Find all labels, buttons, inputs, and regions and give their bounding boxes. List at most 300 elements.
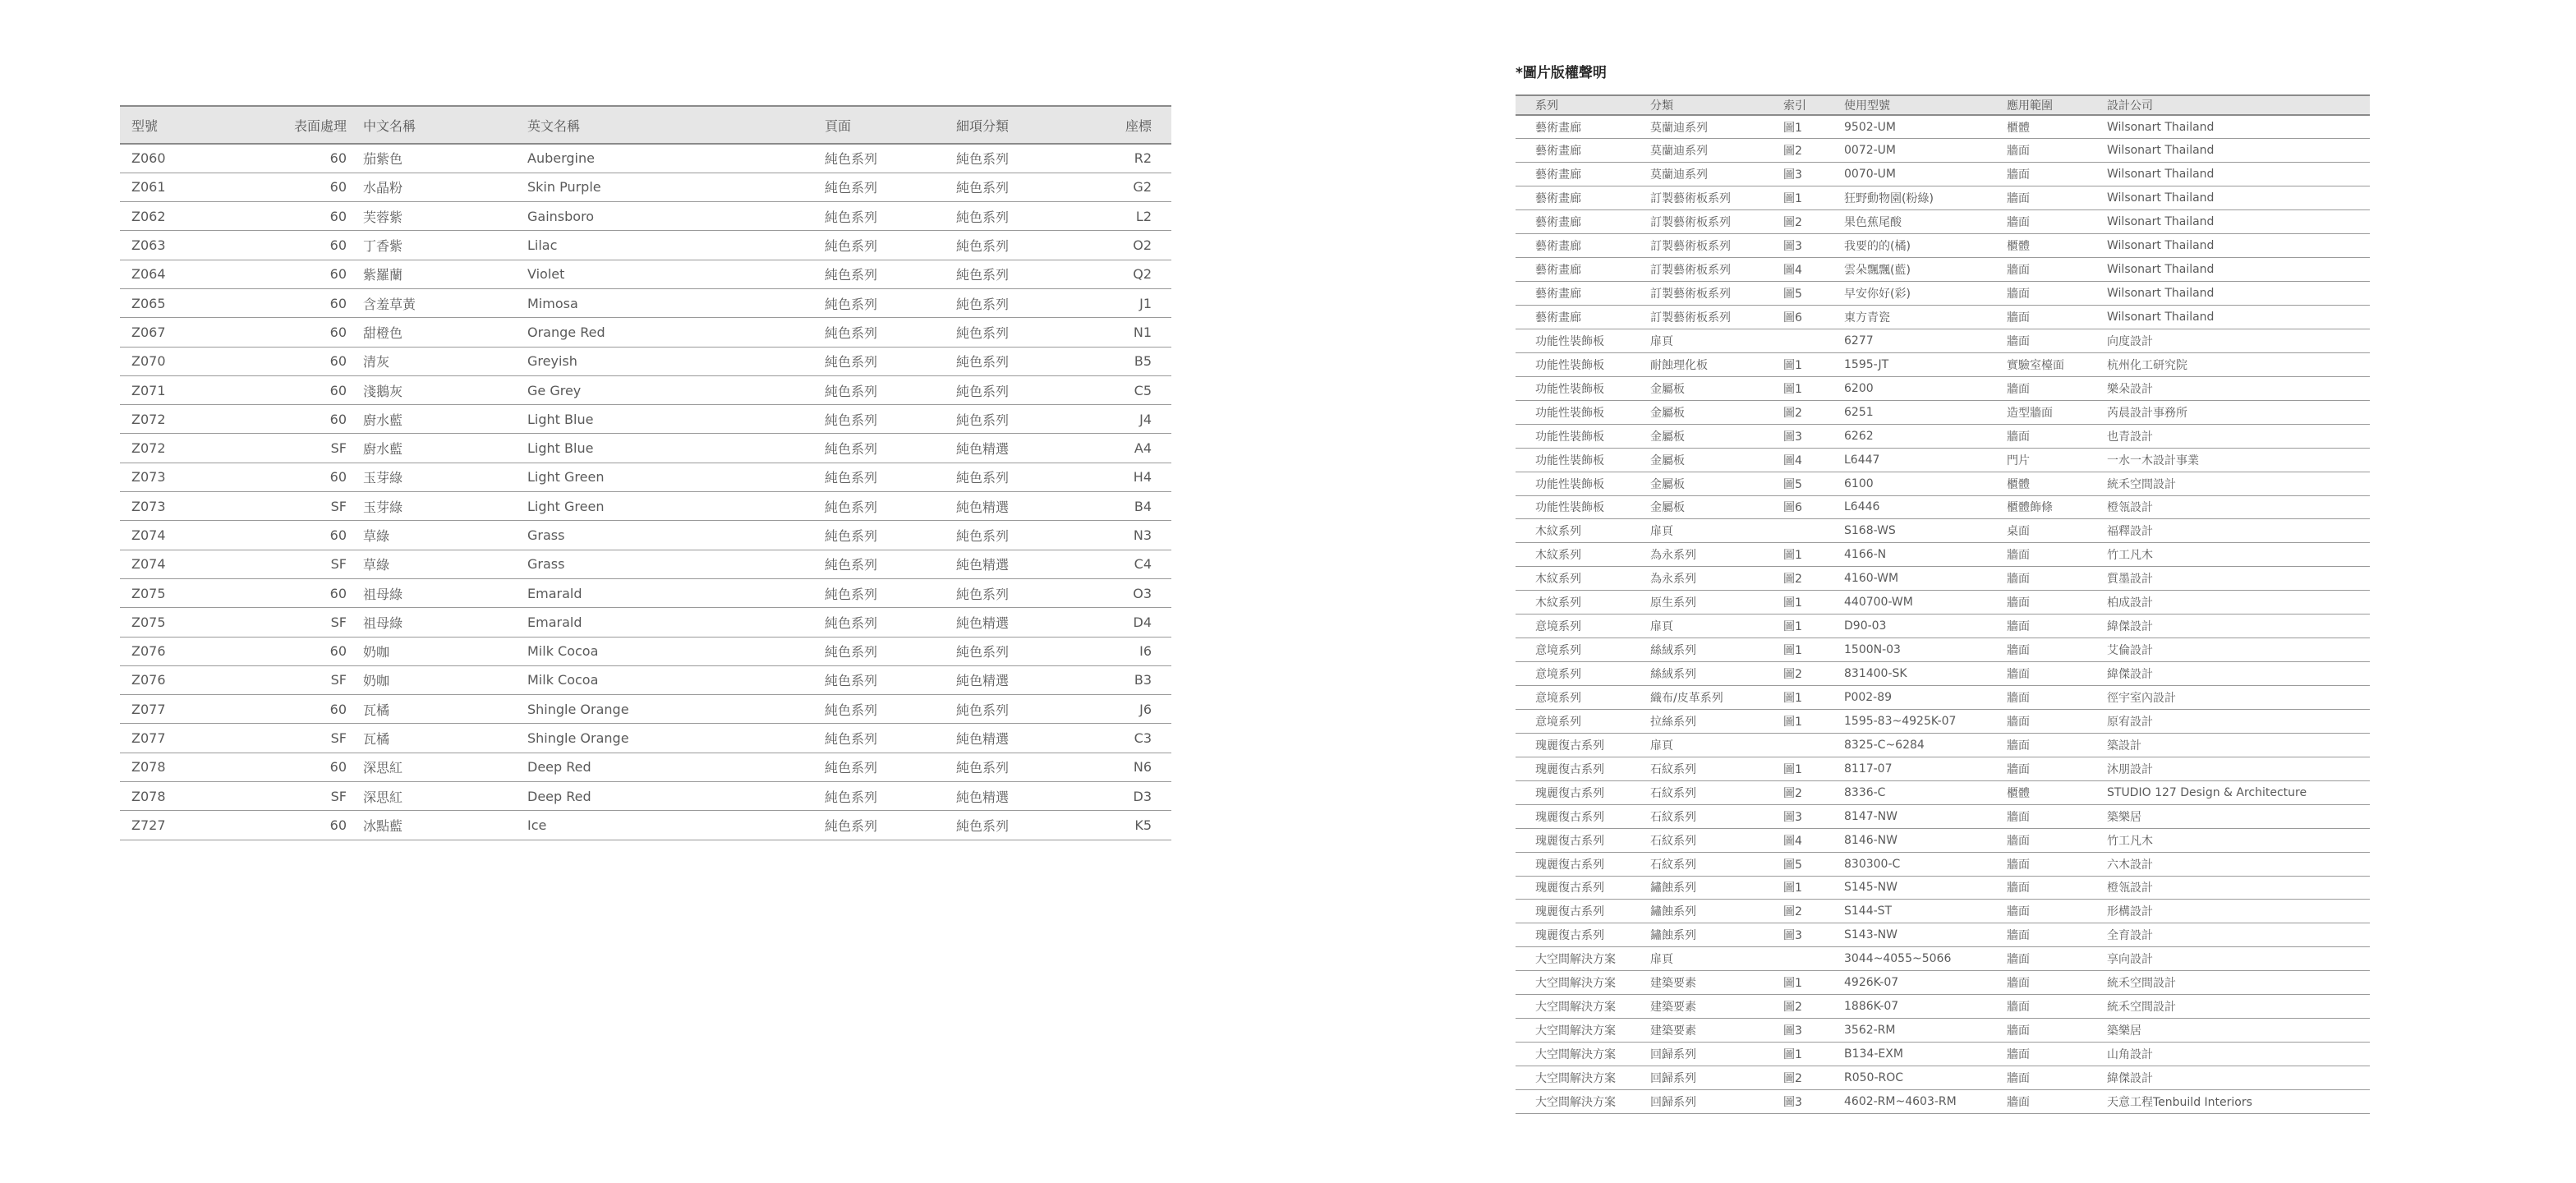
finish-cell: 60	[243, 463, 363, 491]
chinese-name-cell: 廚水藍	[363, 405, 527, 434]
design-company-cell: 統禾空間設計	[2107, 472, 2370, 495]
series-cell: 木紋系列	[1516, 567, 1650, 591]
design-company-cell: 質墨設計	[2107, 567, 2370, 591]
design-company-cell: 六木設計	[2107, 852, 2370, 876]
table-row	[1516, 709, 2370, 733]
table-row	[1516, 828, 2370, 852]
finish-cell: 60	[243, 578, 363, 607]
design-company-cell: 福釋設計	[2107, 519, 2370, 543]
page-cell: 純色系列	[825, 665, 956, 694]
table-row	[1516, 424, 2370, 448]
chinese-name-cell: 祖母綠	[363, 578, 527, 607]
model-used-cell: L6447	[1844, 448, 2007, 472]
design-company-cell: 原宥設計	[2107, 709, 2370, 733]
model-used-cell: 1595-JT	[1844, 352, 2007, 376]
table-row	[1516, 733, 2370, 757]
page-cell: 純色系列	[825, 521, 956, 550]
model-cell: Z062	[120, 202, 243, 231]
table-row	[1516, 757, 2370, 780]
english-name-cell: Ice	[527, 811, 825, 840]
model-used-cell: 6251	[1844, 400, 2007, 424]
chinese-name-cell: 瓦橘	[363, 724, 527, 753]
table-row	[120, 260, 1171, 288]
series-cell: 藝術畫廊	[1516, 234, 1650, 258]
finish-cell: SF	[243, 434, 363, 463]
table-row	[1516, 638, 2370, 662]
chinese-name-cell: 玉芽綠	[363, 492, 527, 521]
model-cell: Z067	[120, 318, 243, 347]
application-cell: 牆面	[2007, 567, 2107, 591]
table-row	[1516, 923, 2370, 947]
model-used-cell: P002-89	[1844, 686, 2007, 710]
table-row	[120, 375, 1171, 404]
application-cell: 牆面	[2007, 591, 2107, 615]
table-row	[1516, 900, 2370, 923]
series-cell: 功能性裝飾板	[1516, 329, 1650, 352]
design-company-cell: 天意工程Tenbuild Interiors	[2107, 1089, 2370, 1113]
category-cell: 鏽蝕系列	[1650, 876, 1783, 900]
application-cell: 櫃體	[2007, 472, 2107, 495]
application-cell: 門片	[2007, 448, 2107, 472]
model-cell: Z078	[120, 782, 243, 811]
category-cell: 扉頁	[1650, 615, 1783, 638]
finish-cell: SF	[243, 492, 363, 521]
design-company-cell: 築設計	[2107, 733, 2370, 757]
finish-cell: SF	[243, 782, 363, 811]
table-row	[1516, 1043, 2370, 1066]
category-cell: 訂製藝術板系列	[1650, 210, 1783, 234]
english-name-cell: Grass	[527, 521, 825, 550]
design-company-cell: Wilsonart Thailand	[2107, 306, 2370, 329]
index-cell: 圖3	[1783, 1089, 1844, 1113]
table-row	[1516, 615, 2370, 638]
finish-cell: 60	[243, 637, 363, 665]
model-cell: Z063	[120, 231, 243, 260]
header-chinese-name: 中文名稱	[363, 106, 527, 144]
table-row	[1516, 139, 2370, 163]
english-name-cell: Violet	[527, 260, 825, 288]
coordinate-cell: B5	[1088, 347, 1171, 375]
category-cell: 回歸系列	[1650, 1066, 1783, 1090]
application-cell: 牆面	[2007, 210, 2107, 234]
application-cell: 牆面	[2007, 686, 2107, 710]
finish-cell: 60	[243, 347, 363, 375]
index-cell: 圖2	[1783, 995, 1844, 1019]
model-used-cell: 4926K-07	[1844, 971, 2007, 995]
table-row	[1516, 448, 2370, 472]
table-row	[1516, 662, 2370, 686]
table-row	[1516, 1066, 2370, 1090]
application-cell: 牆面	[2007, 995, 2107, 1019]
product-table-body	[120, 144, 1171, 840]
finish-cell: 60	[243, 695, 363, 724]
chinese-name-cell: 甜橙色	[363, 318, 527, 347]
subcategory-cell: 純色精選	[956, 724, 1088, 753]
series-cell: 意境系列	[1516, 638, 1650, 662]
category-cell: 回歸系列	[1650, 1043, 1783, 1066]
finish-cell: SF	[243, 665, 363, 694]
copyright-title: *圖片版權聲明	[1516, 65, 1607, 81]
table-row	[120, 521, 1171, 550]
index-cell	[1783, 519, 1844, 543]
product-table	[120, 105, 1171, 840]
series-cell: 藝術畫廊	[1516, 258, 1650, 282]
subcategory-cell: 純色精選	[956, 434, 1088, 463]
english-name-cell: Light Blue	[527, 405, 825, 434]
page-cell: 純色系列	[825, 375, 956, 404]
header-category: 分類	[1650, 95, 1783, 115]
model-used-cell: 1500N-03	[1844, 638, 2007, 662]
category-cell: 建築要素	[1650, 1019, 1783, 1043]
series-cell: 大空間解決方案	[1516, 1066, 1650, 1090]
subcategory-cell: 純色系列	[956, 231, 1088, 260]
product-table-header	[120, 106, 1171, 144]
coordinate-cell: B3	[1088, 665, 1171, 694]
chinese-name-cell: 祖母綠	[363, 608, 527, 637]
table-row	[1516, 186, 2370, 210]
model-cell: Z071	[120, 375, 243, 404]
model-used-cell: 1595-83~4925K-07	[1844, 709, 2007, 733]
page-cell: 純色系列	[825, 173, 956, 201]
table-row	[120, 782, 1171, 811]
index-cell: 圖5	[1783, 852, 1844, 876]
chinese-name-cell: 深思紅	[363, 753, 527, 781]
english-name-cell: Gainsboro	[527, 202, 825, 231]
chinese-name-cell: 清灰	[363, 347, 527, 375]
application-cell: 牆面	[2007, 139, 2107, 163]
series-cell: 藝術畫廊	[1516, 139, 1650, 163]
model-used-cell: 果色蕉尾酸	[1844, 210, 2007, 234]
series-cell: 意境系列	[1516, 709, 1650, 733]
table-row	[1516, 306, 2370, 329]
english-name-cell: Skin Purple	[527, 173, 825, 201]
model-used-cell: 3044~4055~5066	[1844, 947, 2007, 971]
design-company-cell: 享向設計	[2107, 947, 2370, 971]
design-company-cell: 竹工凡木	[2107, 828, 2370, 852]
index-cell: 圖2	[1783, 1066, 1844, 1090]
table-row	[1516, 971, 2370, 995]
header-index: 索引	[1783, 95, 1844, 115]
model-cell: Z076	[120, 637, 243, 665]
table-row	[120, 231, 1171, 260]
finish-cell: SF	[243, 608, 363, 637]
model-used-cell: L6446	[1844, 495, 2007, 519]
model-used-cell: 8325-C~6284	[1844, 733, 2007, 757]
category-cell: 石紋系列	[1650, 757, 1783, 780]
coordinate-cell: R2	[1088, 144, 1171, 173]
model-used-cell: 6200	[1844, 376, 2007, 400]
chinese-name-cell: 瓦橘	[363, 695, 527, 724]
table-row	[1516, 234, 2370, 258]
coordinate-cell: I6	[1088, 637, 1171, 665]
chinese-name-cell: 玉芽綠	[363, 463, 527, 491]
page-cell: 純色系列	[825, 492, 956, 521]
table-row	[1516, 352, 2370, 376]
category-cell: 鏽蝕系列	[1650, 923, 1783, 947]
table-row	[120, 724, 1171, 753]
index-cell: 圖2	[1783, 400, 1844, 424]
series-cell: 功能性裝飾板	[1516, 448, 1650, 472]
chinese-name-cell: 奶咖	[363, 665, 527, 694]
series-cell: 意境系列	[1516, 615, 1650, 638]
series-cell: 大空間解決方案	[1516, 1019, 1650, 1043]
coordinate-cell: N3	[1088, 521, 1171, 550]
coordinate-cell: N1	[1088, 318, 1171, 347]
copyright-table	[1516, 94, 2370, 1114]
english-name-cell: Deep Red	[527, 782, 825, 811]
index-cell: 圖1	[1783, 638, 1844, 662]
index-cell: 圖3	[1783, 163, 1844, 186]
model-cell: Z078	[120, 753, 243, 781]
model-cell: Z077	[120, 695, 243, 724]
index-cell: 圖1	[1783, 971, 1844, 995]
application-cell: 櫃體	[2007, 115, 2107, 139]
subcategory-cell: 純色系列	[956, 811, 1088, 840]
table-row	[120, 550, 1171, 578]
coordinate-cell: L2	[1088, 202, 1171, 231]
table-row	[1516, 472, 2370, 495]
application-cell: 牆面	[2007, 900, 2107, 923]
table-row	[120, 665, 1171, 694]
design-company-cell: 芮晨設計事務所	[2107, 400, 2370, 424]
english-name-cell: Emarald	[527, 608, 825, 637]
english-name-cell: Milk Cocoa	[527, 637, 825, 665]
series-cell: 大空間解決方案	[1516, 1089, 1650, 1113]
table-row	[1516, 567, 2370, 591]
category-cell: 原生系列	[1650, 591, 1783, 615]
index-cell: 圖3	[1783, 234, 1844, 258]
category-cell: 為永系列	[1650, 567, 1783, 591]
application-cell: 牆面	[2007, 329, 2107, 352]
finish-cell: 60	[243, 405, 363, 434]
series-cell: 大空間解決方案	[1516, 947, 1650, 971]
english-name-cell: Lilac	[527, 231, 825, 260]
index-cell	[1783, 733, 1844, 757]
series-cell: 瑰麗復古系列	[1516, 757, 1650, 780]
page-cell: 純色系列	[825, 753, 956, 781]
design-company-cell: 徑宇室內設計	[2107, 686, 2370, 710]
design-company-cell: 緯傑設計	[2107, 1066, 2370, 1090]
finish-cell: 60	[243, 144, 363, 173]
index-cell	[1783, 947, 1844, 971]
subcategory-cell: 純色系列	[956, 375, 1088, 404]
index-cell: 圖1	[1783, 186, 1844, 210]
table-row	[120, 492, 1171, 521]
design-company-cell: 竹工凡木	[2107, 543, 2370, 567]
model-used-cell: 6277	[1844, 329, 2007, 352]
model-cell: Z075	[120, 608, 243, 637]
page-cell: 純色系列	[825, 608, 956, 637]
index-cell: 圖1	[1783, 686, 1844, 710]
model-cell: Z075	[120, 578, 243, 607]
application-cell: 牆面	[2007, 1066, 2107, 1090]
model-used-cell: S143-NW	[1844, 923, 2007, 947]
english-name-cell: Greyish	[527, 347, 825, 375]
table-row	[120, 173, 1171, 201]
category-cell: 訂製藝術板系列	[1650, 258, 1783, 282]
english-name-cell: Orange Red	[527, 318, 825, 347]
finish-cell: 60	[243, 521, 363, 550]
model-used-cell: 0070-UM	[1844, 163, 2007, 186]
design-company-cell: 一水一木設計事業	[2107, 448, 2370, 472]
index-cell: 圖1	[1783, 115, 1844, 139]
index-cell: 圖1	[1783, 709, 1844, 733]
application-cell: 牆面	[2007, 376, 2107, 400]
subcategory-cell: 純色精選	[956, 608, 1088, 637]
page-cell: 純色系列	[825, 811, 956, 840]
design-company-cell: 杭州化工研究院	[2107, 352, 2370, 376]
model-used-cell: 早安你好(彩)	[1844, 282, 2007, 306]
coordinate-cell: J4	[1088, 405, 1171, 434]
table-row	[1516, 495, 2370, 519]
subcategory-cell: 純色精選	[956, 665, 1088, 694]
page-cell: 純色系列	[825, 637, 956, 665]
coordinate-cell: C5	[1088, 375, 1171, 404]
header-coordinate: 座標	[1088, 106, 1171, 144]
category-cell: 訂製藝術板系列	[1650, 282, 1783, 306]
category-cell: 建築要素	[1650, 995, 1783, 1019]
series-cell: 瑰麗復古系列	[1516, 780, 1650, 804]
chinese-name-cell: 草綠	[363, 521, 527, 550]
subcategory-cell: 純色系列	[956, 144, 1088, 173]
design-company-cell: 沐朋設計	[2107, 757, 2370, 780]
index-cell: 圖2	[1783, 567, 1844, 591]
finish-cell: 60	[243, 260, 363, 288]
table-row	[1516, 1019, 2370, 1043]
category-cell: 絲絨系列	[1650, 662, 1783, 686]
coordinate-cell: C3	[1088, 724, 1171, 753]
table-row	[1516, 852, 2370, 876]
coordinate-cell: G2	[1088, 173, 1171, 201]
subcategory-cell: 純色系列	[956, 695, 1088, 724]
page-cell: 純色系列	[825, 144, 956, 173]
design-company-cell: Wilsonart Thailand	[2107, 163, 2370, 186]
model-cell: Z060	[120, 144, 243, 173]
subcategory-cell: 純色系列	[956, 288, 1088, 317]
coordinate-cell: N6	[1088, 753, 1171, 781]
model-used-cell: 831400-SK	[1844, 662, 2007, 686]
category-cell: 耐蝕理化板	[1650, 352, 1783, 376]
series-cell: 大空間解決方案	[1516, 1043, 1650, 1066]
coordinate-cell: Q2	[1088, 260, 1171, 288]
page-cell: 純色系列	[825, 782, 956, 811]
index-cell: 圖5	[1783, 472, 1844, 495]
page-cell: 純色系列	[825, 202, 956, 231]
header-english-name: 英文名稱	[527, 106, 825, 144]
table-row	[1516, 686, 2370, 710]
model-used-cell: 1886K-07	[1844, 995, 2007, 1019]
design-company-cell: 緯傑設計	[2107, 662, 2370, 686]
application-cell: 牆面	[2007, 163, 2107, 186]
index-cell: 圖2	[1783, 139, 1844, 163]
application-cell: 牆面	[2007, 1089, 2107, 1113]
series-cell: 功能性裝飾板	[1516, 352, 1650, 376]
subcategory-cell: 純色系列	[956, 173, 1088, 201]
table-row	[1516, 115, 2370, 139]
index-cell: 圖3	[1783, 923, 1844, 947]
series-cell: 大空間解決方案	[1516, 971, 1650, 995]
model-used-cell: S145-NW	[1844, 876, 2007, 900]
design-company-cell: 形構設計	[2107, 900, 2370, 923]
english-name-cell: Deep Red	[527, 753, 825, 781]
series-cell: 功能性裝飾板	[1516, 495, 1650, 519]
application-cell: 牆面	[2007, 876, 2107, 900]
table-row	[120, 144, 1171, 173]
design-company-cell: 向度設計	[2107, 329, 2370, 352]
category-cell: 石紋系列	[1650, 852, 1783, 876]
series-cell: 藝術畫廊	[1516, 210, 1650, 234]
index-cell: 圖2	[1783, 780, 1844, 804]
application-cell: 牆面	[2007, 282, 2107, 306]
model-used-cell: 東方青瓷	[1844, 306, 2007, 329]
index-cell: 圖1	[1783, 352, 1844, 376]
category-cell: 扉頁	[1650, 733, 1783, 757]
table-row	[120, 202, 1171, 231]
table-row	[1516, 780, 2370, 804]
model-used-cell: 4602-RM~4603-RM	[1844, 1089, 2007, 1113]
table-row	[1516, 1089, 2370, 1113]
design-company-cell: Wilsonart Thailand	[2107, 282, 2370, 306]
series-cell: 瑰麗復古系列	[1516, 852, 1650, 876]
category-cell: 金屬板	[1650, 424, 1783, 448]
model-used-cell: 0072-UM	[1844, 139, 2007, 163]
page-cell: 純色系列	[825, 724, 956, 753]
header-page: 頁面	[825, 106, 956, 144]
index-cell: 圖4	[1783, 258, 1844, 282]
category-cell: 織布/皮革系列	[1650, 686, 1783, 710]
application-cell: 牆面	[2007, 638, 2107, 662]
finish-cell: 60	[243, 173, 363, 201]
finish-cell: 60	[243, 811, 363, 840]
model-cell: Z064	[120, 260, 243, 288]
table-row	[1516, 543, 2370, 567]
table-row	[1516, 804, 2370, 828]
table-row	[120, 434, 1171, 463]
table-row	[1516, 519, 2370, 543]
application-cell: 牆面	[2007, 804, 2107, 828]
application-cell: 牆面	[2007, 1043, 2107, 1066]
design-company-cell: 緯傑設計	[2107, 615, 2370, 638]
chinese-name-cell: 紫羅蘭	[363, 260, 527, 288]
model-cell: Z077	[120, 724, 243, 753]
table-row	[120, 811, 1171, 840]
model-used-cell: 我要的的(橘)	[1844, 234, 2007, 258]
english-name-cell: Grass	[527, 550, 825, 578]
page-cell: 純色系列	[825, 550, 956, 578]
coordinate-cell: D3	[1088, 782, 1171, 811]
series-cell: 木紋系列	[1516, 591, 1650, 615]
category-cell: 鏽蝕系列	[1650, 900, 1783, 923]
index-cell: 圖1	[1783, 615, 1844, 638]
table-row	[120, 578, 1171, 607]
index-cell: 圖1	[1783, 376, 1844, 400]
application-cell: 牆面	[2007, 662, 2107, 686]
index-cell: 圖2	[1783, 900, 1844, 923]
index-cell: 圖3	[1783, 804, 1844, 828]
index-cell: 圖5	[1783, 282, 1844, 306]
subcategory-cell: 純色系列	[956, 260, 1088, 288]
series-cell: 藝術畫廊	[1516, 163, 1650, 186]
finish-cell: SF	[243, 550, 363, 578]
table-row	[120, 347, 1171, 375]
index-cell: 圖6	[1783, 495, 1844, 519]
model-cell: Z072	[120, 434, 243, 463]
page-cell: 純色系列	[825, 434, 956, 463]
series-cell: 功能性裝飾板	[1516, 424, 1650, 448]
finish-cell: SF	[243, 724, 363, 753]
chinese-name-cell: 丁香紫	[363, 231, 527, 260]
page-cell: 純色系列	[825, 578, 956, 607]
